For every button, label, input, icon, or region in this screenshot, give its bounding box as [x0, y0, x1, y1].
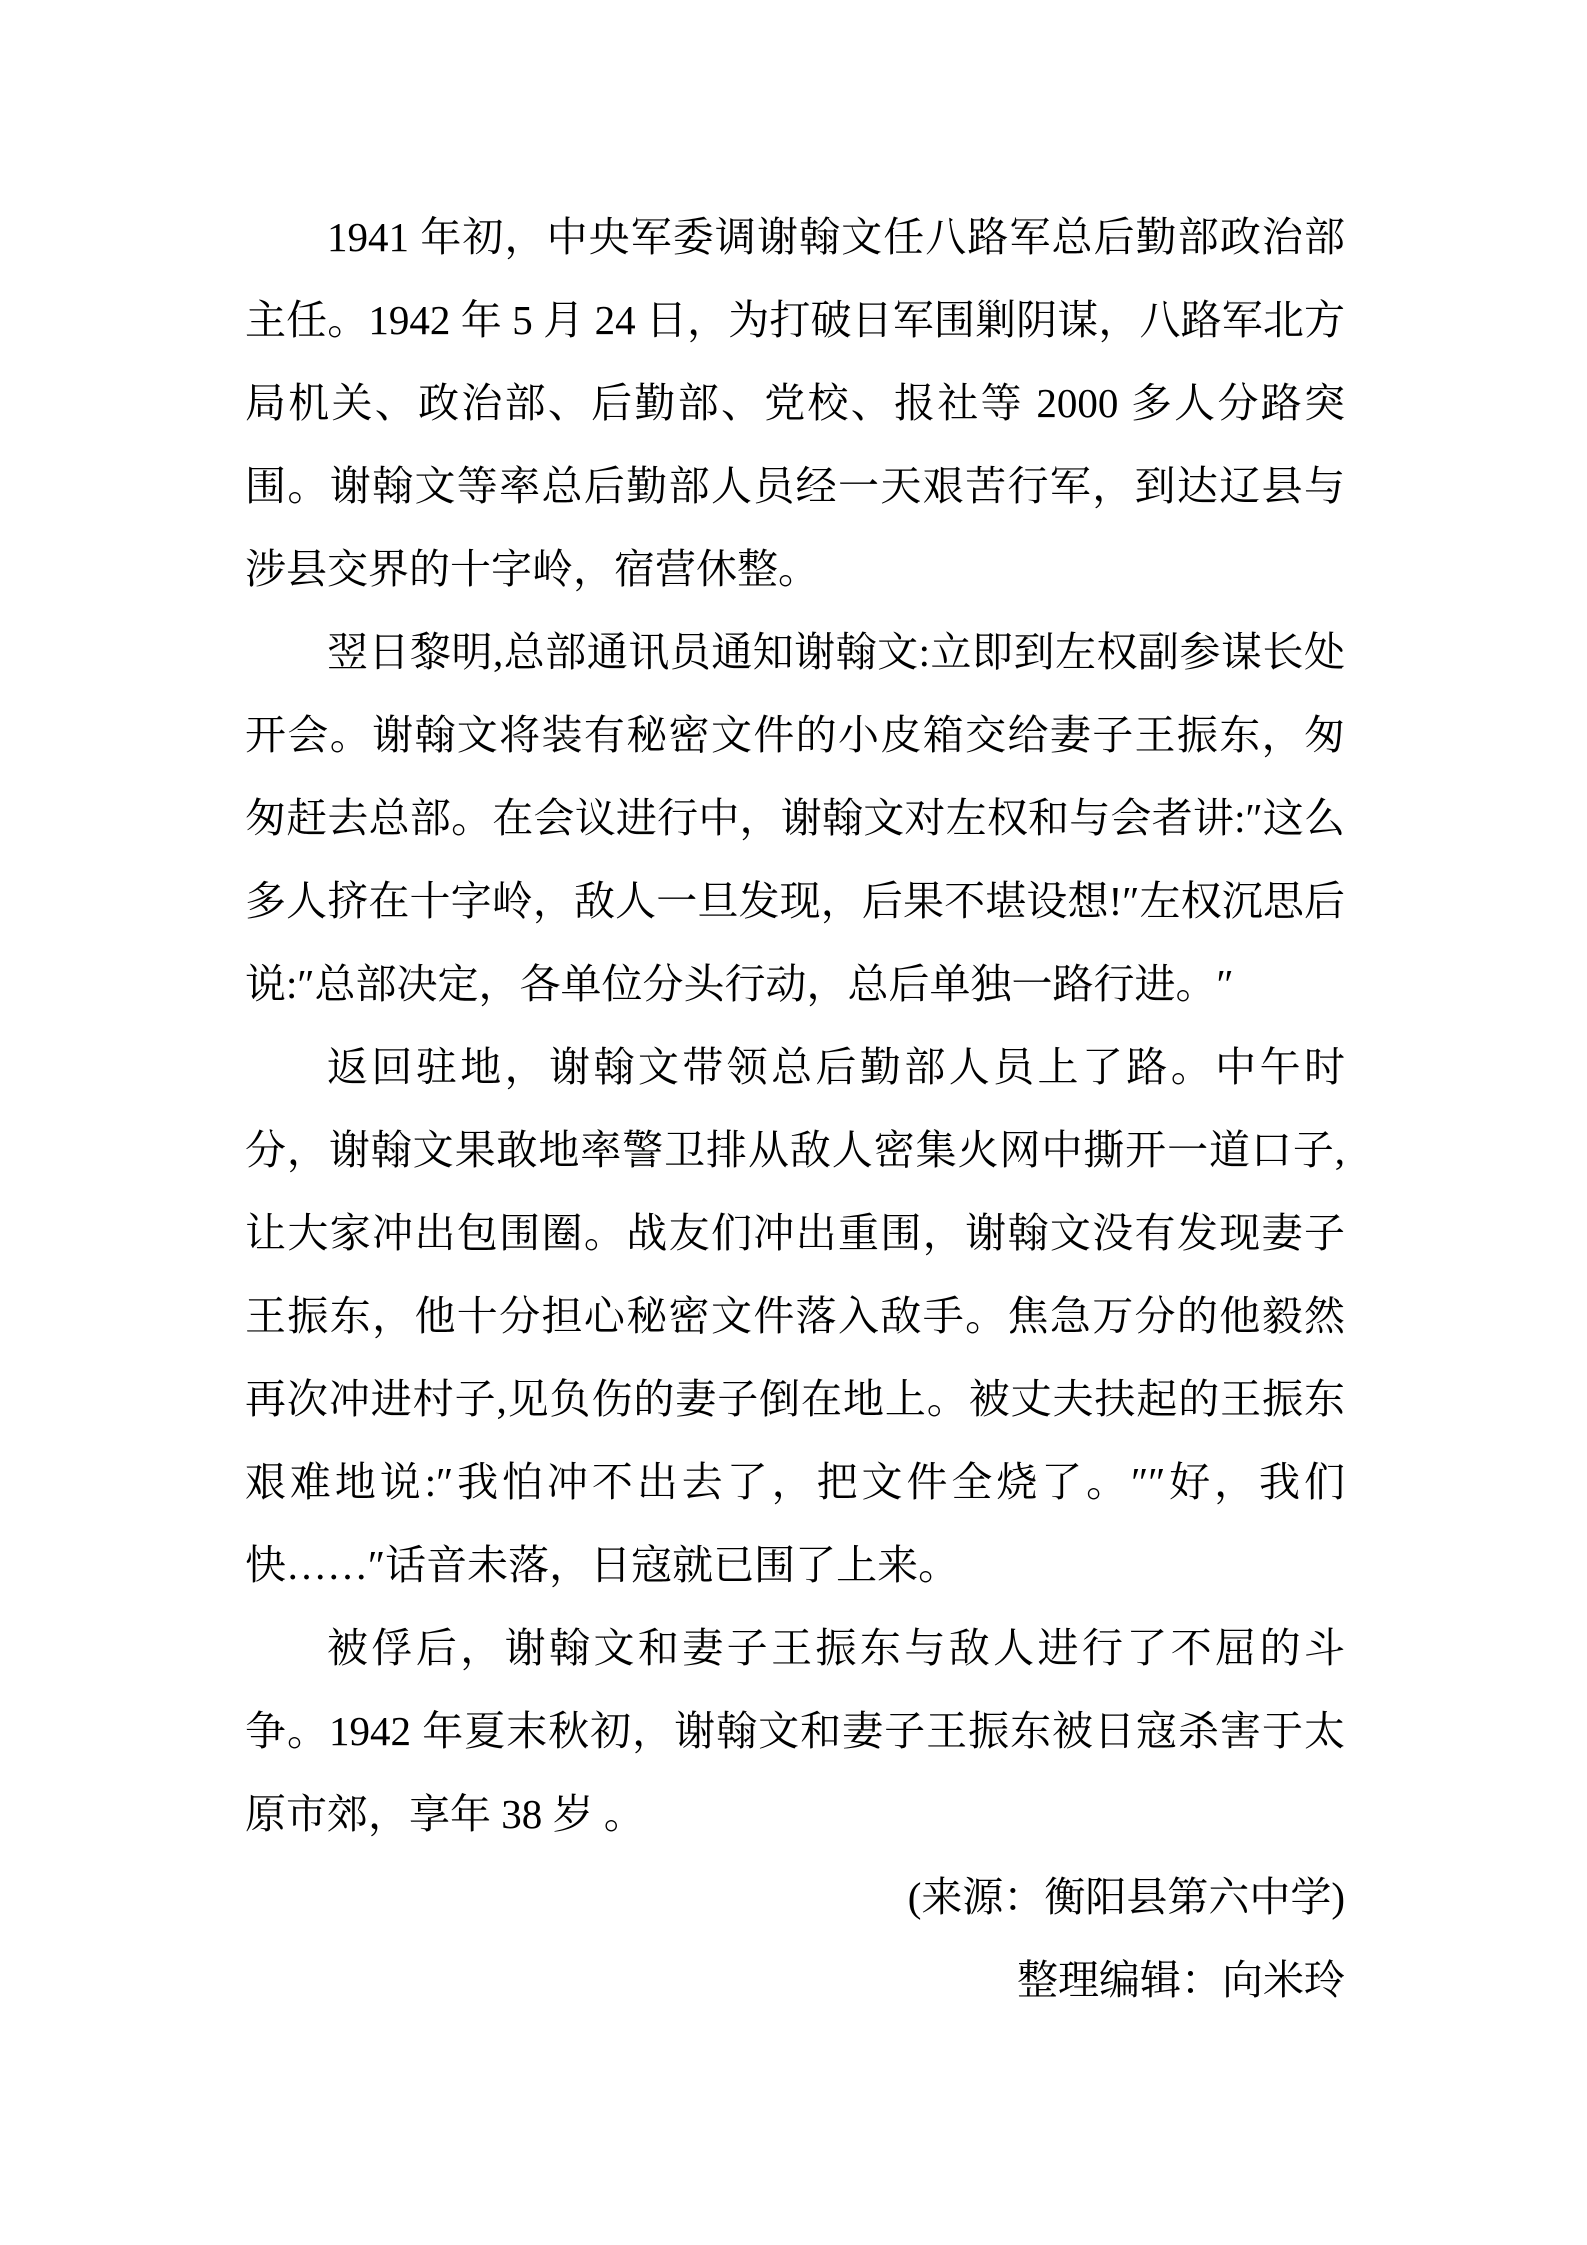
- paragraph-3: 返回驻地，谢翰文带领总后勤部人员上了路。中午时分，谢翰文果敢地率警卫排从敌人密集火网中撕开一道口子,让大家冲出包围圈。战友们冲出重围，谢翰文没有发现妻子王振东，他十分担心秘密文件落入敌手。焦急万分的他毅然再次冲进村子,见负伤的妻子倒在地上。被丈夫扶起的王振东艰难地说:″我怕冲不出去了，把文件全烧了。″″好，我们快……″话音未落，日寇就已围了上来。: [245, 1044, 1345, 1588]
- editor-credit: 整理编辑：向米玲: [1017, 1957, 1345, 2003]
- paragraph-2: 翌日黎明,总部通讯员通知谢翰文:立即到左权副参谋长处开会。谢翰文将装有秘密文件的小皮箱交给妻子王振东，匆匆赶去总部。在会议进行中，谢翰文对左权和与会者讲:″这么多人挤在十字岭，敌人一旦发现，后果不堪设想!″左权沉思后说:″总部决定，各单位分头行动，总后单独一路行进。″: [245, 629, 1345, 1007]
- source-credit: (来源：衡阳县第六中学): [907, 1874, 1345, 1920]
- paragraph-1: 1941 年初，中央军委调谢翰文任八路军总后勤部政治部主任。1942 年 5 月 24 日，为打破日军围剿阴谋，八路军北方局机关、政治部、后勤部、党校、报社等 2000 多人分路突围。谢翰文等率总后勤部人员经一天艰苦行军，到达辽县与涉县交界的十字岭，宿营休整。: [245, 214, 1345, 592]
- article-body: [245, 196, 1345, 2022]
- paragraph-4: 被俘后，谢翰文和妻子王振东与敌人进行了不屈的斗争。1942 年夏末秋初，谢翰文和妻子王振东被日寇杀害于太原市郊，享年 38 岁 。: [245, 1625, 1345, 1837]
